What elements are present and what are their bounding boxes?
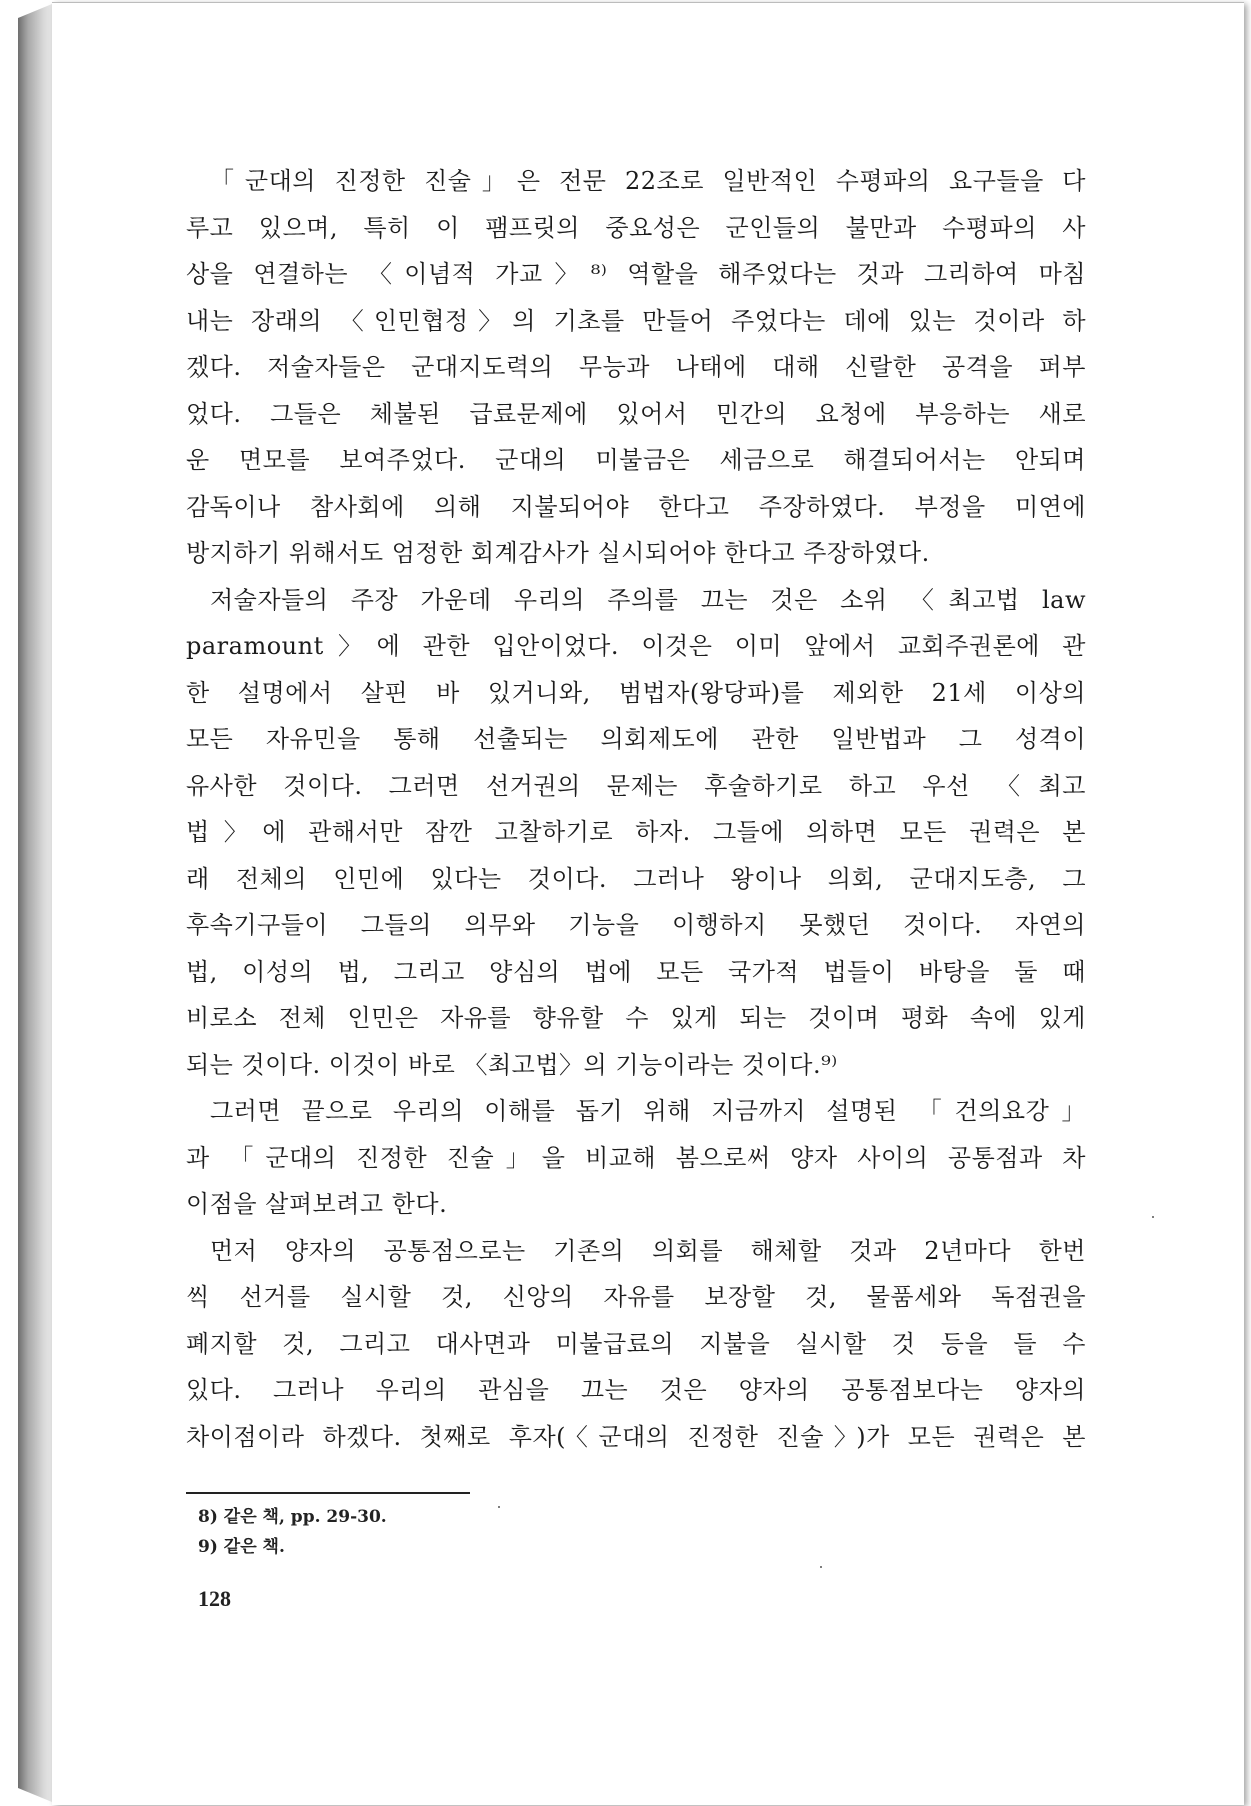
text-line: 었다. 그들은 체불된 급료문제에 있어서 민간의 요청에 부응하는 새로 [186,399,1086,428]
text-line: 후속기구들이 그들의 의무와 기능을 이행하지 못했던 것이다. 자연의 [186,911,1086,939]
paragraph [186,158,1086,577]
page-number: 128 [198,1586,231,1611]
scan-speck [820,1566,822,1568]
text-line: 한 설명에서 살핀 바 있거니와, 범법자(왕당파)를 제외한 21세 이상의 [186,678,1086,707]
text-line: 「군대의 진정한 진술」은 전문 22조로 일반적인 수평파의 요구들을 다 [210,167,1086,195]
text-line: 저술자들의 주장 가운데 우리의 주의를 끄는 것은 소위 〈최고법 law [210,585,1086,614]
scan-speck [498,1506,500,1508]
text-line: 법〉에 관해서만 잠깐 고찰하기로 하자. 그들에 의하면 모든 권력은 본 [186,818,1086,846]
text-line: 이점을 살펴보려고 한다. [186,1190,448,1218]
footnotes [198,1502,387,1562]
text-line: 과 「군대의 진정한 진술」을 비교해 봄으로써 양자 사이의 공통점과 차 [186,1143,1086,1172]
body-text [186,158,1086,1460]
footnote: 9) 같은 책. [198,1537,285,1557]
text-line: 폐지할 것, 그리고 대사면과 미불급료의 지불을 실시할 것 등을 들 수 [186,1329,1086,1358]
text-line: 래 전체의 인민에 있다는 것이다. 그러나 왕이나 의회, 군대지도층, 그 [186,864,1086,893]
text-line: 비로소 전체 인민은 자유를 향유할 수 있게 되는 것이며 평화 속에 있게 [186,1004,1086,1032]
footnote-divider [186,1492,470,1494]
text-line: 그러면 끝으로 우리의 이해를 돕기 위해 지금까지 설명된 「건의요강」 [210,1097,1086,1125]
text-line: 운 면모를 보여주었다. 군대의 미불금은 세금으로 해결되어서는 안되며 [186,446,1086,474]
text-line: 모든 자유민을 통해 선출되는 의회제도에 관한 일반법과 그 성격이 [186,725,1086,753]
footnote: 8) 같은 책, pp. 29-30. [198,1507,387,1527]
text-line: 방지하기 위해서도 엄정한 회계감사가 실시되어야 한다고 주장하였다. [186,539,930,567]
paragraph [186,577,1086,1089]
text-line: 겠다. 저술자들은 군대지도력의 무능과 나태에 대해 신랄한 공격을 퍼부 [186,353,1086,381]
paragraph [186,1088,1086,1228]
paragraph [186,1228,1086,1461]
text-line: 씩 선거를 실시할 것, 신앙의 자유를 보장할 것, 물품세와 독점권을 [186,1283,1086,1311]
text-line: 있다. 그러나 우리의 관심을 끄는 것은 양자의 공통점보다는 양자의 [186,1376,1086,1404]
text-line: paramount〉에 관한 입안이었다. 이것은 이미 앞에서 교회주권론에 관 [186,632,1086,660]
scan-speck [1152,1216,1154,1218]
text-line: 루고 있으며, 특히 이 팸프릿의 중요성은 군인들의 불만과 수평파의 사 [186,213,1086,242]
text-line: 유사한 것이다. 그러면 선거권의 문제는 후술하기로 하고 우선 〈최고 [186,771,1086,800]
text-line: 상을 연결하는 〈이념적 가교〉⁸⁾ 역할을 해주었다는 것과 그리하여 마침 [186,260,1086,288]
text-line: 내는 장래의 〈인민협정〉의 기초를 만들어 주었다는 데에 있는 것이라 하 [186,306,1086,335]
text-line: 차이점이라 하겠다. 첫째로 후자(〈군대의 진정한 진술〉)가 모든 권력은 본 [186,1422,1086,1451]
text-line: 먼저 양자의 공통점으로는 기존의 의회를 해체할 것과 2년마다 한번 [210,1236,1086,1265]
text-line: 되는 것이다. 이것이 바로 〈최고법〉의 기능이라는 것이다.⁹⁾ [186,1050,838,1079]
text-line: 법, 이성의 법, 그리고 양심의 법에 모든 국가적 법들이 바탕을 둘 때 [186,957,1086,986]
book-spine-edge [18,4,52,1802]
text-line: 감독이나 참사회에 의해 지불되어야 한다고 주장하였다. 부정을 미연에 [186,492,1086,521]
